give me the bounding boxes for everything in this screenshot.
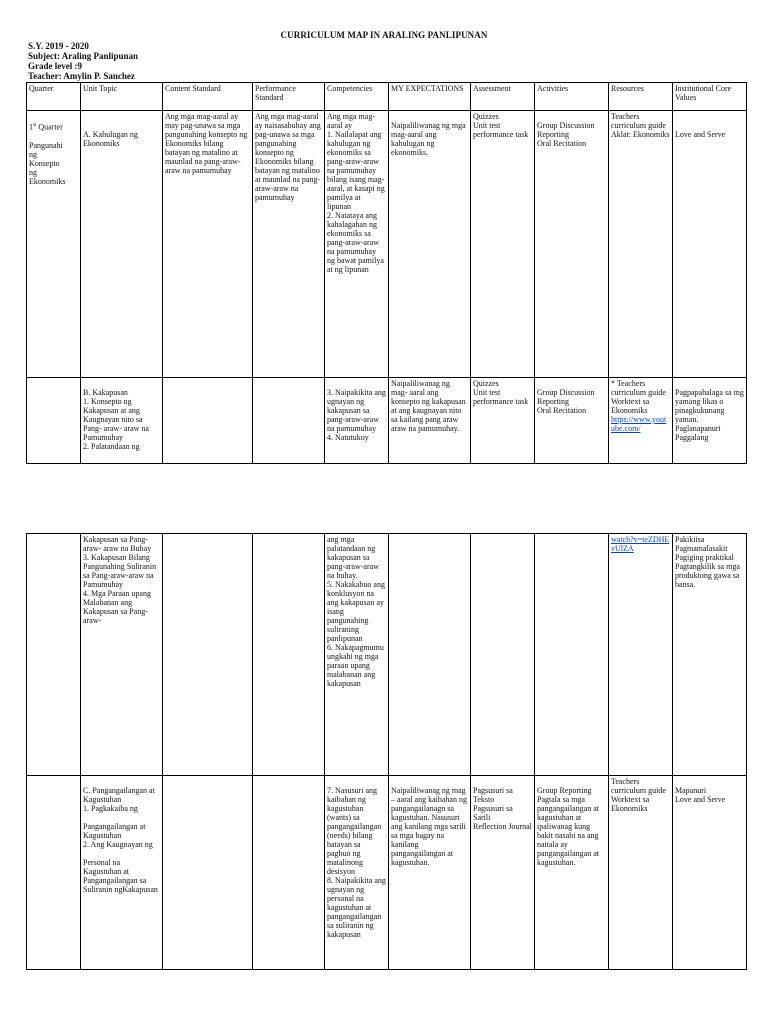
activities-cell bbox=[535, 776, 609, 970]
quarter-number: 1 bbox=[29, 122, 33, 132]
table-row bbox=[27, 534, 747, 776]
my-expectations-text: Naipaliliwanag ng mag- aaral ang konsepto ng kakapusan at ang kaugnayan nito sa kailang pang araw araw na pamumuhay. bbox=[391, 379, 466, 433]
assessment-text: Quizzes Unit test performance task bbox=[473, 379, 529, 406]
core-values-cell bbox=[673, 776, 747, 970]
core-values-text: Pagpapahalaga sa mg yamang likas o pinagkukunang yaman. Paglanapanuri Paggalang bbox=[675, 388, 744, 442]
resources-cell bbox=[609, 776, 673, 970]
resources-text: Teachers curriculum guide Worktext sa Ekonomiks bbox=[611, 777, 666, 813]
quarter-word: Quarter bbox=[38, 122, 63, 132]
my-expectations-text: Naipaliliwanag ng mag – aaral ang kaibahan ng pangangailanagn sa kagustuhan. Nasusuri ang kanilang mga sarili sa mga bagay na kanilang pangangailangan at kagustuhan. bbox=[391, 786, 467, 867]
content-standard-cell bbox=[163, 776, 253, 970]
header-row bbox=[27, 83, 747, 111]
page-title: CURRICULUM MAP IN ARALING PANLIPUNAN bbox=[280, 30, 488, 40]
quarter-cell bbox=[27, 534, 81, 776]
activities-cell bbox=[535, 534, 609, 776]
assessment-cell bbox=[471, 111, 535, 378]
assessment-text: Pagsusuri sa Teksto Pagsusuri sa Sarili Reflection Journal bbox=[473, 786, 532, 831]
content-standard-cell bbox=[163, 534, 253, 776]
table-row bbox=[27, 776, 747, 970]
core-values-text: Love and Serve bbox=[675, 130, 726, 139]
table-row bbox=[27, 378, 747, 464]
curriculum-table-part-1 bbox=[26, 82, 747, 464]
unit-topic-text: C. Pangangailangan at Kagustuhan 1. Pagkakaiba ng bbox=[83, 786, 155, 813]
header-performance-standard: Performance Standard bbox=[253, 83, 325, 111]
competencies-cell bbox=[325, 378, 389, 464]
unit-topic-text: B. Kakapusan 1. Konsepto ng Kakapusan at ang Kaugnayan nito sa Pang- araw- araw na Pamumuhay 2. Palatandaan ng bbox=[83, 388, 149, 451]
performance-standard-cell bbox=[253, 378, 325, 464]
content-standard-text: Ang mga mag-aaral ay may pag-unawa sa mga pangunahing konsepto ng Ekonomiks bilang batayan ng matalino at maunlad na pang-araw-araw na pamumuhay bbox=[165, 112, 248, 175]
activities-text: Group Discussion Reporting Oral Recitation bbox=[537, 388, 595, 415]
performance-standard-cell bbox=[253, 776, 325, 970]
header-quarter: Quarter bbox=[27, 83, 81, 111]
core-values-text: Mapanuri Love and Serve bbox=[675, 786, 726, 804]
core-values-cell bbox=[673, 534, 747, 776]
performance-standard-text: Ang mga mag-aaral ay naisasabuhay ang pag-unawa sa mga pangunahing konsepto ng Ekonomiks bilang batayan ng matalino at maunlad na pang-araw-araw na pamumuhay bbox=[255, 112, 321, 202]
core-values-text: Pakikiisa Pagmamalasakit Pagiging praktikal Pagtangkilik sa mga produktong gawa sa bansa. bbox=[675, 535, 740, 589]
header-core-values: Institutional Core Values bbox=[673, 83, 747, 111]
assessment-cell bbox=[471, 378, 535, 464]
performance-standard-cell bbox=[253, 111, 325, 378]
unit-topic-text: A. Kahulugan ng Ekonomiks bbox=[83, 130, 138, 148]
competencies-text: 7. Nasusuri ang kaibahan ng kagustuhan (wants) sa pangangailangan (needs) bilang batayan sa pagbuo ng matalinong desisyon 8. Naipakikita ang ugnayan ng personal na kagustuhan at pangangailangan sa suliranin ng kakapusan bbox=[327, 786, 386, 939]
assessment-text: Quizzes Unit test performance task bbox=[473, 112, 529, 139]
table-row bbox=[27, 111, 747, 378]
activities-text: Group Discussion Reporting Oral Recitation bbox=[537, 121, 595, 148]
subject-line: Subject: Araling Panlipunan bbox=[28, 51, 139, 61]
header-content-standard: Content Standard bbox=[163, 83, 253, 111]
core-values-cell bbox=[673, 378, 747, 464]
unit-topic-cell bbox=[81, 534, 163, 776]
my-expectations-cell bbox=[389, 111, 471, 378]
quarter-topic: Pangunahi ng Konsepto ng Ekonomiks bbox=[29, 140, 66, 186]
content-standard-cell bbox=[163, 378, 253, 464]
core-values-cell bbox=[673, 111, 747, 378]
header-activities: Activities bbox=[535, 83, 609, 111]
performance-standard-cell bbox=[253, 534, 325, 776]
my-expectations-cell bbox=[389, 378, 471, 464]
competencies-text: 3. Naipakikita ang ugnayan ng kakapusan sa pang-araw-araw na pamumuhay 4. Natutukoy bbox=[327, 388, 386, 442]
unit-topic-cell bbox=[81, 378, 163, 464]
quarter-suffix: st bbox=[33, 123, 37, 128]
curriculum-table-part-2 bbox=[26, 533, 747, 970]
unit-topic-cell bbox=[81, 776, 163, 970]
resources-cell bbox=[609, 378, 673, 464]
document-meta bbox=[28, 41, 138, 81]
assessment-cell bbox=[471, 534, 535, 776]
my-expectations-cell bbox=[389, 776, 471, 970]
competencies-text: Ang mga mag-aaral ay 1. Nailalapat ang kahulugan ng ekonomiks sa pang-araw-araw na pamumuhay bilang isang mag-aaral, at kasapi ng pamilya at lipunan 2. Natataya ang kahalagahan ng ekonomiks sa pang-araw-araw na pamumuhay ng bawat pamilya at ng lipunan bbox=[327, 112, 385, 274]
resources-cell bbox=[609, 111, 673, 378]
unit-topic-text-2: Pangangailangan at Kagustuhan 2. Ang Kaugnayan ng bbox=[83, 822, 153, 849]
resources-text: * Teachers curriculum guide Worktext sa Ekonomiks bbox=[611, 379, 666, 415]
header-competencies: Competencies bbox=[325, 83, 389, 111]
unit-topic-text-3: Personal na Kagustuhan at Pangangailangan sa Suliranin ngKakapusan bbox=[83, 858, 158, 894]
activities-text: Group Reporting Pagtala sa mga pangangailangan at kagustuhan at ipaliwanag kung bakit nasabi na ang naitala ay pangangailangan at kagustuhan. bbox=[537, 786, 599, 867]
assessment-cell bbox=[471, 776, 535, 970]
quarter-cell bbox=[27, 378, 81, 464]
competencies-text: ang mga palatandaan ng kakapusan sa pang-araw-araw na buhay. 5. Nakakabuo ang konklusyon na ang kakapusan ay isang pangunahing suliraning panlipunan 6. Nakapagmumu ungkahi ng mga paraan upang malabanan ang kakapusan bbox=[327, 535, 385, 688]
content-standard-cell bbox=[163, 111, 253, 378]
grade-level: Grade level :9 bbox=[28, 61, 82, 71]
activities-cell bbox=[535, 111, 609, 378]
activities-cell bbox=[535, 378, 609, 464]
teacher-line: Teacher: Amylin P. Sanchez bbox=[28, 71, 135, 81]
quarter-cell bbox=[27, 776, 81, 970]
competencies-cell bbox=[325, 534, 389, 776]
youtube-link-continued[interactable]: watch?v=teZDHEvUlZA bbox=[611, 535, 670, 553]
my-expectations-cell bbox=[389, 534, 471, 776]
header-resources: Resources bbox=[609, 83, 673, 111]
unit-topic-cell bbox=[81, 111, 163, 378]
competencies-cell bbox=[325, 111, 389, 378]
header-unit-topic: Unit Topic bbox=[81, 83, 163, 111]
competencies-cell bbox=[325, 776, 389, 970]
school-year: S.Y. 2019 - 2020 bbox=[28, 41, 89, 51]
unit-topic-text: Kakapusan sa Pang- araw- araw na Buhay 3. Kakapusan Bilang Pangunahing Suliranin sa Pang-araw-araw na Pamumuhay 4. Mga Paraan upang Malabanan ang Kakapusan sa Pang- araw- bbox=[83, 535, 157, 625]
resources-text: Teachers curriculum guide Aklat: Ekonomiks bbox=[611, 112, 670, 139]
header-my-expectations: MY EXPECTATIONS bbox=[389, 83, 471, 111]
quarter-cell bbox=[27, 111, 81, 378]
my-expectations-text: Naipaliliwanag ng mga mag-aaral ang kahulugan ng ekonomiks. bbox=[391, 121, 466, 157]
header-assessment: Assessment bbox=[471, 83, 535, 111]
youtube-link[interactable]: https://www.youtube.com/ bbox=[611, 415, 667, 433]
resources-cell bbox=[609, 534, 673, 776]
